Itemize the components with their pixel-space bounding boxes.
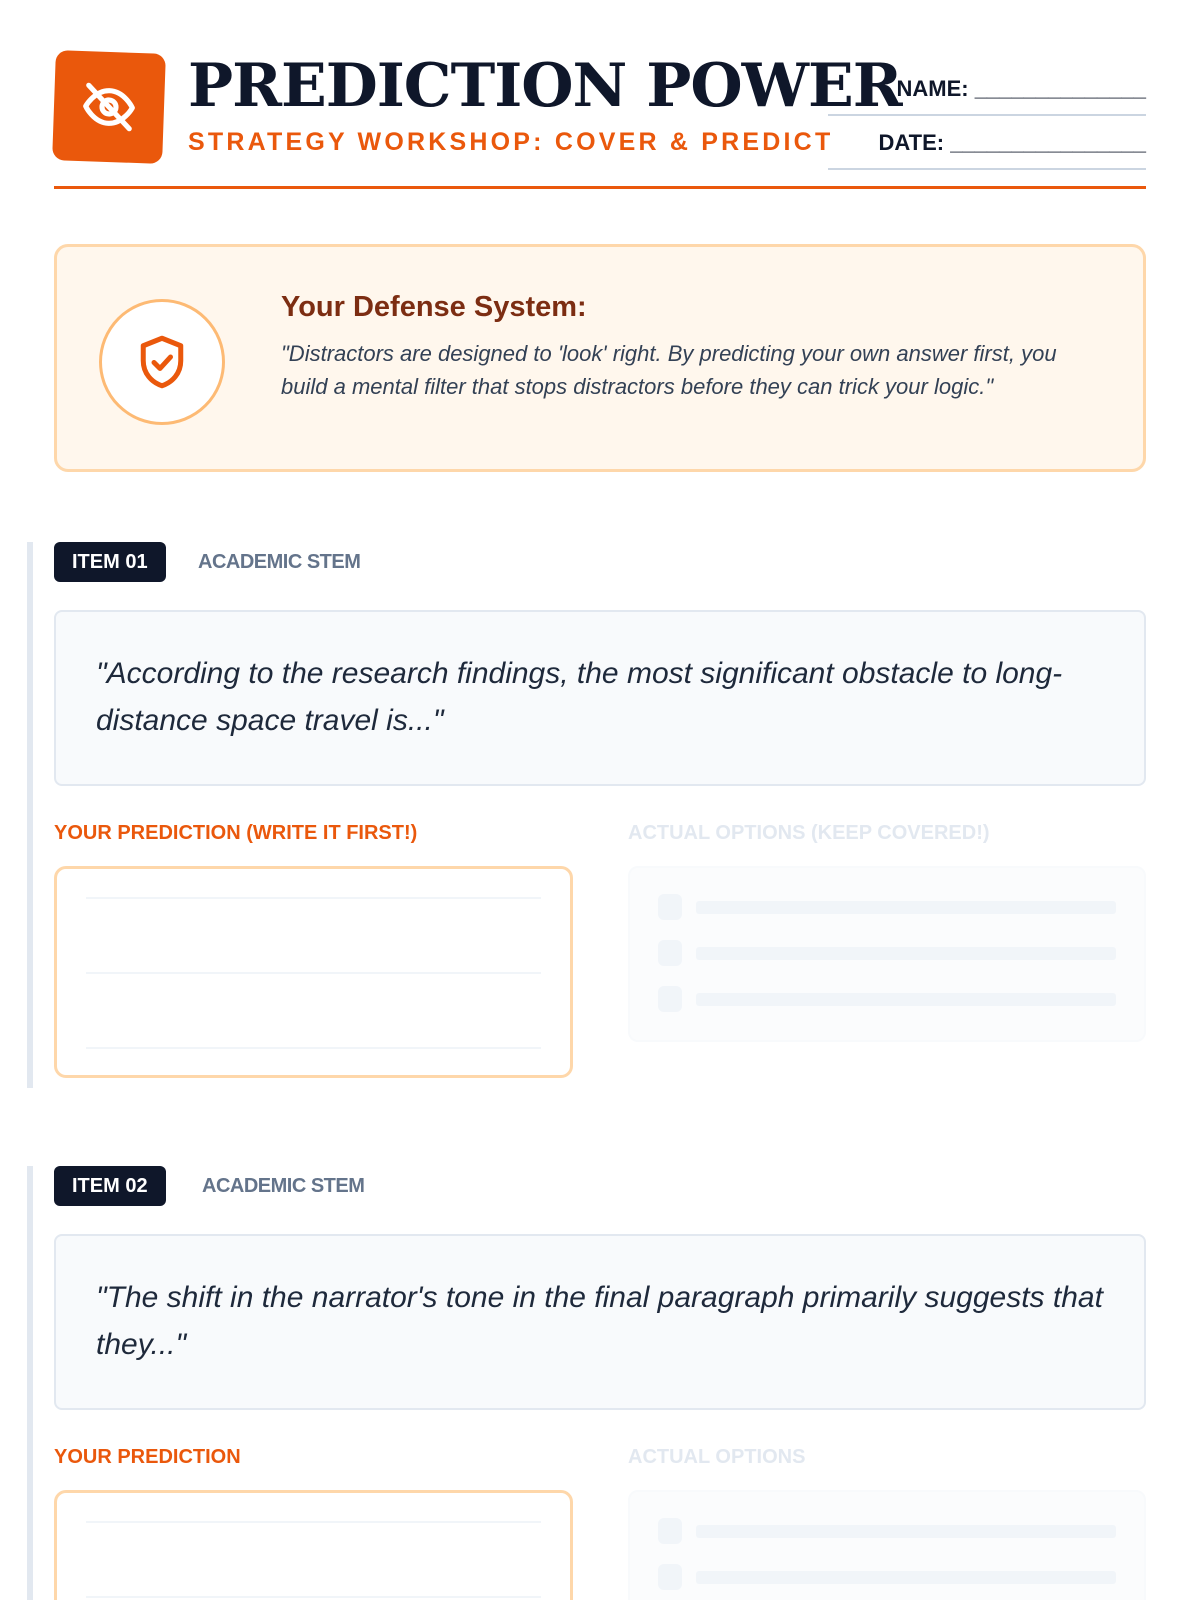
option-placeholder [658, 986, 1116, 1012]
shield-check-icon [132, 332, 192, 392]
covered-options-box [628, 866, 1146, 1042]
option-placeholder [658, 894, 1116, 920]
option-placeholder [658, 1564, 1116, 1590]
date-label: DATE: ________________ [878, 130, 1146, 155]
prediction-answer-box[interactable] [54, 1490, 573, 1600]
question-stem [54, 610, 1146, 786]
item-accent-bar [27, 1166, 33, 1600]
student-info [828, 62, 1146, 170]
item-type: ACADEMIC STEM [198, 551, 361, 573]
prediction-label: YOUR PREDICTION [54, 1446, 241, 1468]
name-label: NAME: ______________ [896, 76, 1146, 101]
worksheet-header [54, 52, 1146, 192]
logo [52, 50, 166, 164]
name-field[interactable] [828, 62, 1146, 116]
item-badge: ITEM 01 [54, 542, 166, 582]
callout-title: Your Defense System: [281, 291, 587, 323]
option-checkbox [658, 986, 682, 1012]
option-placeholder [658, 940, 1116, 966]
writing-line [86, 1047, 541, 1049]
page-title: PREDICTION POWER [188, 51, 902, 121]
date-field[interactable] [828, 116, 1146, 170]
item-type: ACADEMIC STEM [202, 1175, 365, 1197]
option-placeholder [658, 1518, 1116, 1544]
writing-line [86, 897, 541, 899]
options-label: ACTUAL OPTIONS (KEEP COVERED!) [628, 822, 990, 844]
writing-line [86, 1596, 541, 1598]
options-label: ACTUAL OPTIONS [628, 1446, 806, 1468]
option-checkbox [658, 1518, 682, 1544]
prediction-answer-box[interactable] [54, 866, 573, 1078]
stem-text: "The shift in the narrator's tone in the final paragraph primarily suggests that they..." [96, 1281, 1103, 1361]
item-accent-bar [27, 542, 33, 1088]
writing-line [86, 972, 541, 974]
header-divider [54, 186, 1146, 189]
writing-line [86, 1521, 541, 1523]
option-checkbox [658, 940, 682, 966]
stem-text: "According to the research findings, the most significant obstacle to long-distance space travel is..." [96, 657, 1063, 737]
page-subtitle: STRATEGY WORKSHOP: COVER & PREDICT [188, 128, 834, 156]
defense-callout [54, 244, 1146, 472]
option-checkbox [658, 1564, 682, 1590]
option-checkbox [658, 894, 682, 920]
covered-options-box [628, 1490, 1146, 1600]
question-item [0, 1166, 1200, 1600]
question-stem [54, 1234, 1146, 1410]
prediction-label: YOUR PREDICTION (WRITE IT FIRST!) [54, 822, 418, 844]
callout-quote: "Distractors are designed to 'look' right. By predicting your own answer first, you build a mental filter that stops distractors before they can trick your logic." [281, 341, 1057, 399]
question-item [0, 542, 1200, 1102]
item-badge: ITEM 02 [54, 1166, 166, 1206]
eye-off-icon [80, 78, 138, 136]
callout-icon-circle [99, 299, 225, 425]
